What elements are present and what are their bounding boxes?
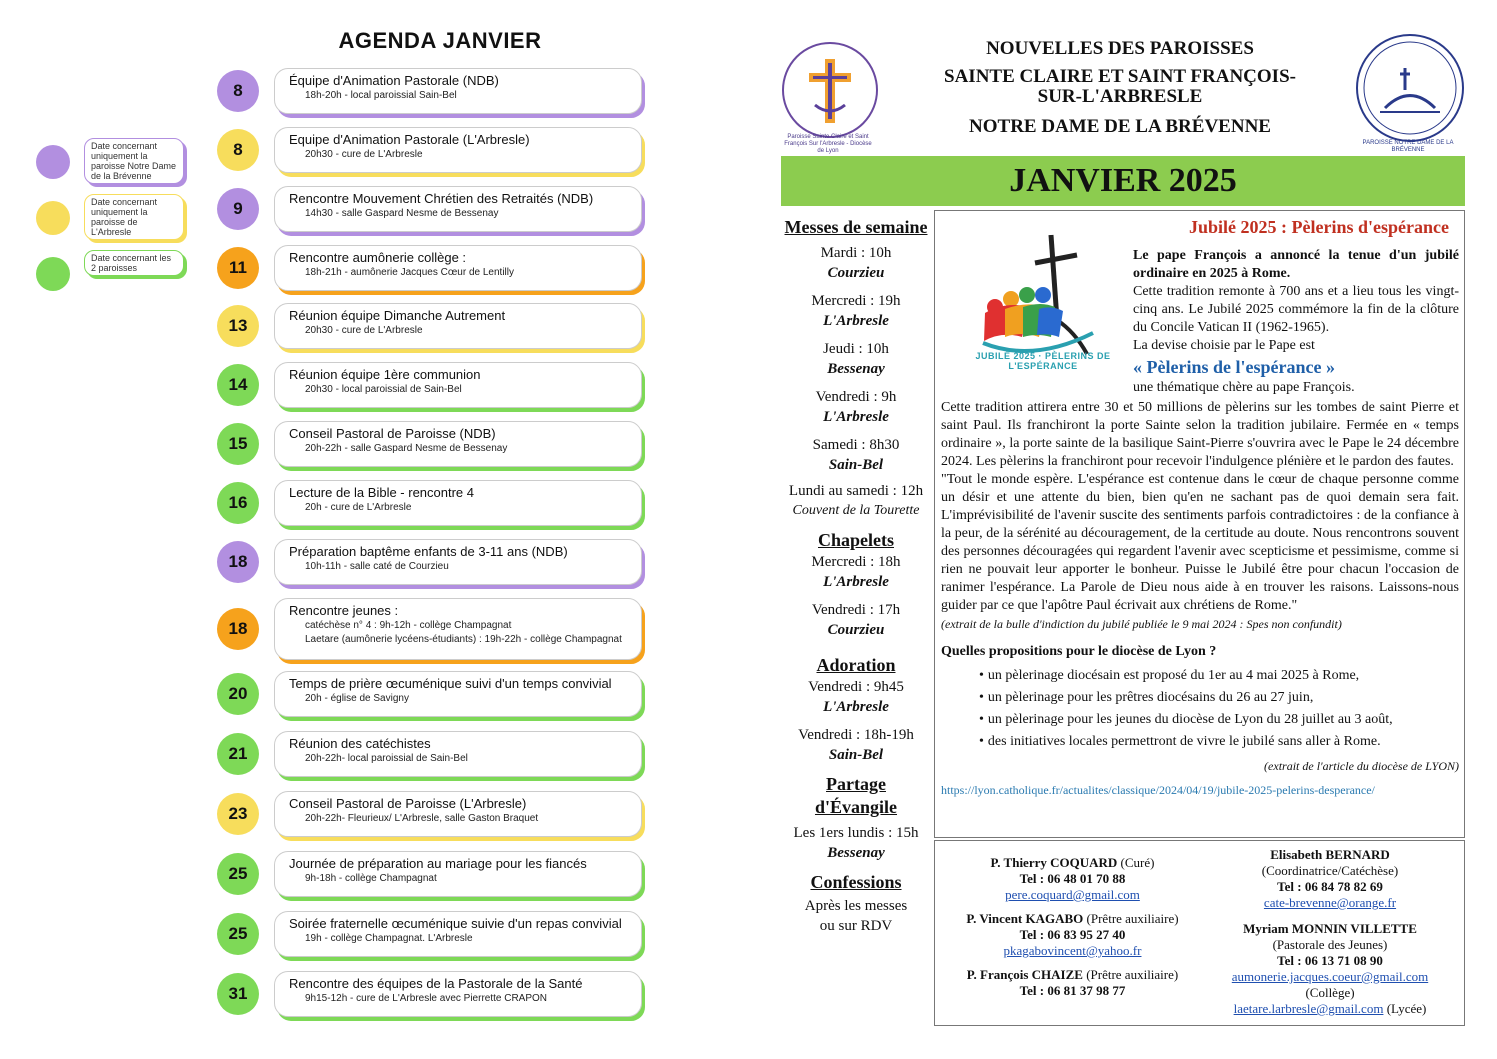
event-detail: 20h - église de Savigny	[305, 693, 409, 704]
event-card	[274, 186, 642, 232]
contact-role: (Curé)	[1120, 855, 1155, 870]
schedule-item	[783, 552, 929, 592]
bullet-item	[979, 665, 1459, 687]
contact-monnin-role: (Pastorale des Jeunes)	[1272, 937, 1388, 952]
event-title: Préparation baptême enfants de 3-11 ans (NDB)	[289, 544, 568, 559]
notre-dame-bridge-icon	[1360, 38, 1460, 138]
day-badge: 9	[217, 188, 259, 230]
chapelets-list	[783, 552, 929, 640]
schedule-where: L'Arbresle	[823, 574, 889, 590]
contact-block	[945, 855, 1200, 903]
day-badge: 13	[217, 305, 259, 347]
schedule-when: Vendredi : 18h-19h	[798, 727, 914, 743]
contact-block	[945, 967, 1200, 999]
event-detail: 18h-21h - aumônerie Jacques Cœur de Lentilly	[305, 267, 514, 278]
partage-title: Partage d'Évangile	[814, 774, 898, 817]
jubile-logo-text: JUBILÉ 2025 · PÈLERINS DE L'ESPÉRANCE	[975, 351, 1111, 371]
event-card	[274, 68, 642, 114]
bullet-item	[979, 731, 1459, 753]
event-card	[274, 598, 642, 660]
partage-where: Bessenay	[827, 845, 885, 861]
bullet-icon: •	[979, 690, 984, 705]
contact-monnin-note-1: (Collège)	[1305, 985, 1355, 1000]
header-line-3: SUR-L'ARBRESLE	[1037, 86, 1203, 107]
article-source: (extrait de l'article du diocèse de LYON)	[1264, 759, 1459, 773]
event-title: Soirée fraternelle œcuménique suivie d'un repas convivial	[289, 916, 622, 931]
legend-dot	[36, 201, 70, 235]
event-detail: 9h15-12h - cure de L'Arbresle avec Pierrette CRAPON	[305, 993, 548, 1004]
event-card	[274, 911, 642, 957]
event-card	[274, 480, 642, 526]
event-card	[274, 303, 642, 349]
contact-monnin-tel: Tel : 06 13 71 08 90	[1277, 953, 1383, 968]
article-p4: Cette tradition attirera entre 30 et 50 millions de pèlerins sur les tombes de saint Pierre et saint Paul. Ils franchiront la porte Sainte selon la tradition jubilaire. Fermée en « temps ordinaire », la porte sainte de la basilique Saint-Pierre s'ouvrira avec le Pape le 24 décembre 2024. Les pèlerins la franchiront pour recevoir l'indulgence plénière et le pardon des fautes.	[941, 400, 1459, 469]
event-title: Rencontre Mouvement Chrétien des Retraités (NDB)	[289, 191, 594, 206]
article-quote: "Tout le monde espère. L'espérance est contenue dans le cœur de chaque personne comme un désir et une attente du bien, bien qu'en ne sachant pas de quoi demain sera fait. L'imprévisibilité de l'avenir suscite des sentiments parfois contradictoires : de la confiance à la peur, de la sérénité au découragement, de la certitude au doute. Nous rencontrons souvent des personnes découragées qui regardent l'avenir avec scepticisme et pessimisme, comme si rien ne pouvait leur apporter le bonheur. Puisse le Jubilé être pour chacun l'occasion de ranimer l'espérance. La Parole de Dieu nous aide à en trouver les raisons. Laissons-nous guider par ce que l'apôtre Paul écrivait aux chrétiens de Rome."	[941, 472, 1459, 613]
event-detail: 19h - collège Champagnat. L'Arbresle	[305, 933, 473, 944]
bullet-icon: •	[979, 712, 984, 727]
event-detail: 20h30 - cure de L'Arbresle	[305, 149, 423, 160]
contact-email-link[interactable]: pkagabovincent@yahoo.fr	[1003, 943, 1142, 958]
event-title: Équipe d'Animation Pastorale (NDB)	[289, 73, 499, 88]
article-body	[941, 399, 1459, 799]
day-badge: 14	[217, 364, 259, 406]
event-detail: 18h-20h - local paroissial Sain-Bel	[305, 90, 457, 101]
schedule-when: Mardi : 10h	[820, 245, 892, 261]
schedule-item	[783, 291, 929, 331]
article-lead: Le pape François a annoncé la tenue d'un jubilé ordinaire en 2025 à Rome.	[1133, 248, 1459, 281]
article-question: Quelles propositions pour le diocèse de Lyon ?	[941, 644, 1217, 659]
schedule-when: Samedi : 8h30	[812, 437, 900, 453]
contact-tel: Tel : 06 83 95 27 40	[1019, 927, 1126, 942]
chapelets-title: Chapelets	[818, 530, 894, 550]
schedule-when: Vendredi : 17h	[811, 602, 901, 618]
event-title: Rencontre aumônerie collège :	[289, 250, 467, 265]
day-badge: 11	[217, 247, 259, 289]
day-badge: 16	[217, 482, 259, 524]
day-badge: 23	[217, 793, 259, 835]
logo-left-caption: Paroisse Sainte Claire et Saint François Sur l'Arbresle - Diocèse de Lyon	[784, 134, 872, 154]
logo-right-caption: PAROISSE NOTRE DAME DE LA BRÉVENNE	[1362, 140, 1454, 153]
event-detail: 14h30 - salle Gaspard Nesme de Bessenay	[305, 208, 499, 219]
contact-bernard-tel: Tel : 06 84 78 82 69	[1277, 879, 1383, 894]
schedule-item	[783, 387, 929, 427]
event-card	[274, 731, 642, 777]
event-card	[274, 539, 642, 585]
day-badge: 25	[217, 853, 259, 895]
schedule-where: L'Arbresle	[823, 409, 889, 425]
schedule-where: L'Arbresle	[823, 313, 889, 329]
legend-label: Date concernant uniquement la paroisse de L'Arbresle	[84, 194, 184, 240]
event-card	[274, 127, 642, 173]
day-badge: 25	[217, 913, 259, 955]
event-card	[274, 791, 642, 837]
event-detail: 20h-22h- Fleurieux/ L'Arbresle, salle Gaston Braquet	[305, 813, 539, 824]
schedule-item	[783, 435, 929, 475]
schedule-item	[783, 339, 929, 379]
schedule-where: Bessenay	[827, 361, 885, 377]
franciscan-cross-icon	[785, 45, 875, 135]
day-badge: 31	[217, 973, 259, 1015]
schedule-where: Courzieu	[827, 622, 885, 638]
confessions-title: Confessions	[810, 872, 902, 892]
event-card	[274, 362, 642, 408]
event-title: Rencontre des équipes de la Pastorale de la Santé	[289, 976, 583, 991]
schedule-column	[783, 216, 929, 936]
event-title: Réunion équipe 1ère communion	[289, 367, 481, 382]
parish-logo-right	[1356, 34, 1464, 142]
event-detail: 20h30 - cure de L'Arbresle	[305, 325, 423, 336]
bullet-icon: •	[979, 668, 984, 683]
schedule-when: Mercredi : 19h	[811, 293, 901, 309]
contact-bernard-email-link[interactable]: cate-brevenne@orange.fr	[1263, 895, 1397, 910]
schedule-when: Vendredi : 9h	[815, 389, 897, 405]
month-banner: JANVIER 2025	[781, 156, 1465, 206]
day-badge: 18	[217, 608, 259, 650]
header-line-4: NOTRE DAME DE LA BRÉVENNE	[969, 116, 1271, 137]
bullet-text: un pèlerinage pour les prêtres diocésains du 26 au 27 juin,	[987, 690, 1314, 705]
legend-label: Date concernant uniquement la paroisse Notre Dame de la Brévenne	[84, 138, 184, 184]
jubile-article-box	[934, 210, 1465, 838]
agenda-title: AGENDA JANVIER	[338, 28, 542, 53]
event-title: Réunion des catéchistes	[289, 736, 431, 751]
bullet-text: un pèlerinage diocésain est proposé du 1er au 4 mai 2025 à Rome,	[987, 668, 1360, 683]
event-card	[274, 971, 642, 1017]
contact-block	[945, 911, 1200, 959]
contact-name: P. Vincent KAGABO	[966, 911, 1084, 926]
day-badge: 8	[217, 129, 259, 171]
schedule-when: Vendredi : 9h45	[808, 679, 904, 695]
event-detail: 10h-11h - salle caté de Courzieu	[305, 561, 449, 572]
schedule-item	[783, 677, 929, 717]
schedule-where: L'Arbresle	[823, 699, 889, 715]
event-card	[274, 245, 642, 291]
contact-tel: Tel : 06 48 01 70 88	[1019, 871, 1126, 886]
contact-monnin-email-1-link[interactable]: aumonerie.jacques.coeur@gmail.com	[1231, 969, 1429, 984]
article-intro	[1133, 247, 1459, 397]
schedule-where: Courzieu	[827, 265, 885, 281]
event-title: Réunion équipe Dimanche Autrement	[289, 308, 506, 323]
contact-line	[945, 911, 1200, 927]
parish-logo-left	[782, 42, 878, 138]
legend-label: Date concernant les 2 paroisses	[84, 250, 184, 276]
event-card	[274, 851, 642, 897]
event-title: Temps de prière œcuménique suivi d'un temps convivial	[289, 676, 612, 691]
day-badge: 21	[217, 733, 259, 775]
contact-monnin-note-2: (Lycée)	[1386, 1001, 1427, 1016]
contact-monnin-email-2-link[interactable]: laetare.larbresle@gmail.com	[1233, 1001, 1384, 1016]
event-title: Conseil Pastoral de Paroisse (NDB)	[289, 426, 496, 441]
day-badge: 8	[217, 70, 259, 112]
confessions-text: Après les messes ou sur RDV	[804, 898, 908, 934]
legend-dot	[36, 145, 70, 179]
event-title: Conseil Pastoral de Paroisse (L'Arbresle)	[289, 796, 527, 811]
header-line-1: NOUVELLES DES PAROISSES	[986, 38, 1254, 59]
contacts-box	[934, 840, 1465, 1026]
contacts-left	[945, 855, 1200, 1007]
jubile-logo	[953, 225, 1133, 375]
schedule-when: Mercredi : 18h	[811, 554, 901, 570]
contact-role: (Prêtre auxiliaire)	[1086, 967, 1179, 982]
bullet-item	[979, 709, 1459, 731]
article-url-link[interactable]: https://lyon.catholique.fr/actualites/classique/2024/04/19/jubile-2025-pelerins-desperance/	[941, 783, 1375, 797]
bullet-text: un pèlerinage pour les jeunes du diocèse de Lyon du 28 juillet au 3 août,	[987, 712, 1393, 727]
article-p2: La devise choisie par le Pape est	[1133, 338, 1315, 353]
event-detail: 20h - cure de L'Arbresle	[305, 502, 412, 513]
schedule-where: Sain-Bel	[828, 747, 884, 763]
bullet-text: des initiatives locales permettront de vivre le jubilé sans aller à Rome.	[987, 734, 1381, 749]
event-title: Rencontre jeunes :	[289, 603, 399, 618]
convent-when: Lundi au samedi : 12h	[788, 483, 924, 499]
masses-title: Messes de semaine	[784, 217, 928, 237]
day-badge: 20	[217, 673, 259, 715]
contact-line	[945, 855, 1200, 871]
masses-list	[783, 243, 929, 475]
partage-when: Les 1ers lundis : 15h	[793, 825, 919, 841]
event-detail: 20h30 - local paroissial de Sain-Bel	[305, 384, 462, 395]
event-detail: 20h-22h- local paroissial de Sain-Bel	[305, 753, 468, 764]
contact-name: P. François CHAIZE	[966, 967, 1083, 982]
bullet-item	[979, 687, 1459, 709]
article-title: Jubilé 2025 : Pèlerins d'espérance	[1189, 217, 1449, 237]
event-title: Journée de préparation au mariage pour les fiancés	[289, 856, 587, 871]
contact-bernard-role: (Coordinatrice/Catéchèse)	[1261, 863, 1399, 878]
convent-where: Couvent de la Tourette	[792, 503, 920, 518]
day-badge: 18	[217, 541, 259, 583]
schedule-item	[783, 725, 929, 765]
contact-monnin-name: Myriam MONNIN VILLETTE	[1243, 921, 1417, 936]
article-quote-source: (extrait de la bulle d'indiction du jubilé publiée le 9 mai 2024 : Spes non confundit)	[941, 617, 1342, 631]
article-bullets	[941, 665, 1459, 753]
contact-name: P. Thierry COQUARD	[990, 855, 1118, 870]
article-p1: Cette tradition remonte à 700 ans et a lieu tous les vingt-cinq ans. Le Jubilé 2025 commémore la fin de la clôture du Concile Vatican II (1962-1965).	[1133, 284, 1459, 335]
event-card	[274, 671, 642, 717]
event-detail: Laetare (aumônerie lycéens-étudiants) : 19h-22h - collège Champagnat	[305, 634, 622, 645]
contact-role: (Prêtre auxiliaire)	[1086, 911, 1179, 926]
event-title: Lecture de la Bible - rencontre 4	[289, 485, 474, 500]
adoration-title: Adoration	[816, 655, 896, 675]
contacts-right	[1205, 847, 1455, 1017]
schedule-where: Sain-Bel	[828, 457, 884, 473]
contact-line	[945, 967, 1200, 983]
header-line-2: SAINTE CLAIRE ET SAINT FRANÇOIS-	[944, 66, 1296, 87]
event-title: Equipe d'Animation Pastorale (L'Arbresle)	[289, 132, 530, 147]
event-card	[274, 421, 642, 467]
schedule-when: Jeudi : 10h	[823, 341, 889, 357]
event-detail: 20h-22h - salle Gaspard Nesme de Bessenay	[305, 443, 508, 454]
schedule-item	[783, 243, 929, 283]
legend-dot	[36, 257, 70, 291]
contact-bernard-name: Elisabeth BERNARD	[1270, 847, 1390, 862]
day-badge: 15	[217, 423, 259, 465]
contact-tel: Tel : 06 81 37 98 77	[1019, 983, 1126, 998]
schedule-item	[783, 600, 929, 640]
adoration-list	[783, 677, 929, 765]
bullet-icon: •	[979, 734, 984, 749]
event-detail: catéchèse n° 4 : 9h-12h - collège Champagnat	[305, 620, 512, 631]
contact-email-link[interactable]: pere.coquard@gmail.com	[1005, 887, 1140, 902]
article-p3: une thématique chère au pape François.	[1133, 380, 1355, 395]
event-detail: 9h-18h - collège Champagnat	[305, 873, 437, 884]
article-motto: « Pèlerins de l'espérance »	[1133, 357, 1335, 377]
